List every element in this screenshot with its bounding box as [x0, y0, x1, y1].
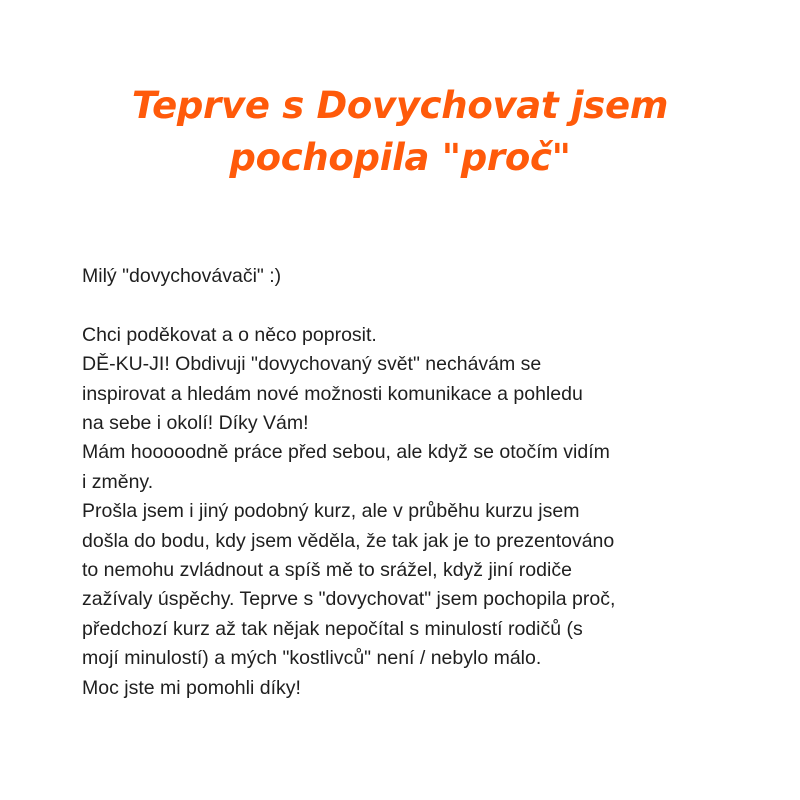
message-paragraph	[82, 321, 762, 703]
message-line: i změny.	[82, 470, 154, 493]
message-line: na sebe i okolí! Díky Vám!	[82, 412, 309, 435]
message-line: inspirovat a hledám nové možnosti komunikace a pohledu	[82, 382, 583, 405]
testimonial-body	[82, 262, 762, 703]
title-line-2: pochopila "proč"	[229, 136, 571, 179]
message-line: DĚ-KU-JI! Obdivuji "dovychovaný svět" nechávám se	[82, 353, 542, 376]
message-line: Mám hooooodně práce před sebou, ale když se otočím vidím	[82, 441, 610, 464]
greeting-line: Milý "dovychovávači" :)	[82, 265, 282, 287]
message-line: mojí minulostí) a mých "kostlivců" není / nebylo málo.	[82, 647, 542, 670]
message-line: předchozí kurz až tak nějak nepočítal s minulostí rodičů (s	[82, 617, 583, 640]
message-line: Prošla jsem i jiný podobný kurz, ale v průběhu kurzu jsem	[82, 500, 580, 523]
message-line: to nemohu zvládnout a spíš mě to srážel, když jiní rodiče	[82, 559, 572, 582]
message-line: Moc jste mi pomohli díky!	[82, 676, 301, 699]
title-line-1: Teprve s Dovychovat jsem	[131, 84, 669, 127]
message-line: došla do bodu, kdy jsem věděla, že tak jak je to prezentováno	[82, 529, 615, 552]
paragraph-gap	[82, 291, 762, 320]
page-title	[40, 80, 760, 184]
greeting	[82, 262, 762, 291]
message-line: zažívaly úspěchy. Teprve s "dovychovat" jsem pochopila proč,	[82, 588, 616, 611]
message-line: Chci poděkovat a o něco poprosit.	[82, 323, 377, 346]
